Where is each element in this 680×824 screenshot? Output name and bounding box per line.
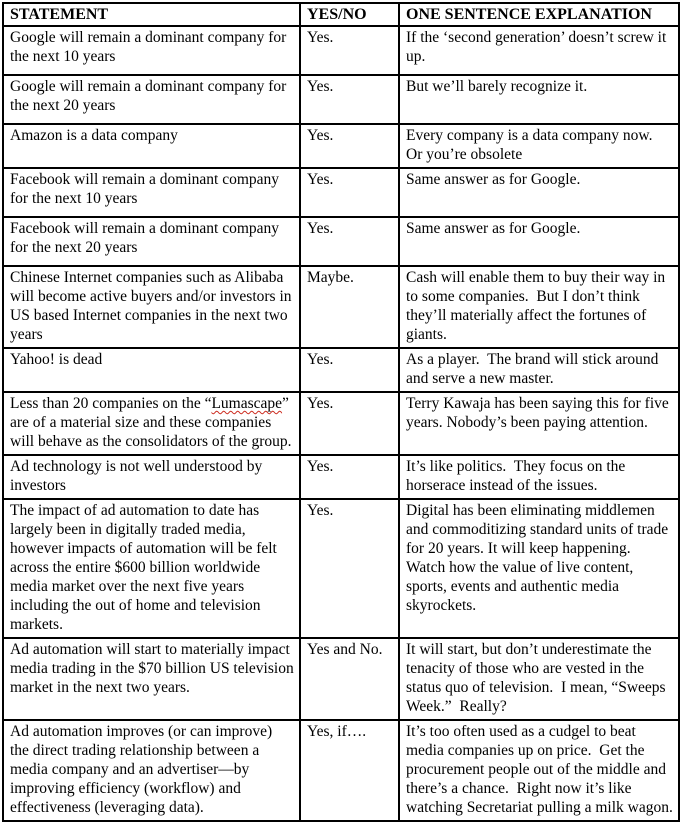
answer-cell: Yes.: [300, 168, 399, 217]
table-row: [3, 348, 679, 392]
explanation-cell: Same answer as for Google.: [399, 217, 679, 266]
header-yes-no: YES/NO: [300, 3, 399, 26]
answer-cell: Yes.: [300, 26, 399, 75]
explanation-cell: Cash will enable them to buy their way in to some companies. But I don’t think they’ll materially affect the fortunes of giants.: [399, 266, 679, 348]
answer-cell: Yes, if….: [300, 720, 399, 821]
table-row: [3, 75, 679, 124]
answer-cell: Yes.: [300, 124, 399, 168]
statement-cell: Google will remain a dominant company for the next 10 years: [3, 26, 300, 75]
answer-cell: Yes.: [300, 75, 399, 124]
table-row: [3, 124, 679, 168]
statement-cell: Ad automation improves (or can improve) the direct trading relationship between a media company and an advertiser—by improving efficiency (workflow) and effectiveness (leveraging data).: [3, 720, 300, 821]
table-row: [3, 499, 679, 638]
table-row: [3, 392, 679, 455]
explanation-cell: But we’ll barely recognize it.: [399, 75, 679, 124]
table-body: [3, 26, 679, 821]
explanation-cell: It’s like politics. They focus on the horserace instead of the issues.: [399, 455, 679, 499]
explanation-cell: Digital has been eliminating middlemen and commoditizing standard units of trade for 20 years. It will keep happening. Watch how the value of live content, sports, events and authentic media skyrockets.: [399, 499, 679, 638]
spellcheck-underline: Lumascape: [211, 395, 283, 412]
explanation-cell: Terry Kawaja has been saying this for five years. Nobody’s been paying attention.: [399, 392, 679, 455]
statement-cell: Facebook will remain a dominant company for the next 20 years: [3, 217, 300, 266]
statement-cell: Chinese Internet companies such as Alibaba will become active buyers and/or investors in US based Internet companies in the next two years: [3, 266, 300, 348]
statements-table: [2, 2, 680, 822]
table-row: [3, 217, 679, 266]
statement-cell: Facebook will remain a dominant company for the next 10 years: [3, 168, 300, 217]
header-explanation: ONE SENTENCE EXPLANATION: [399, 3, 679, 26]
statement-cell: Amazon is a data company: [3, 124, 300, 168]
explanation-cell: Every company is a data company now. Or you’re obsolete: [399, 124, 679, 168]
statement-cell: The impact of ad automation to date has largely been in digitally traded media, however impacts of automation will be felt across the entire $600 billion worldwide media market over the next five years including the out of home and television markets.: [3, 499, 300, 638]
statement-cell: Yahoo! is dead: [3, 348, 300, 392]
statement-cell: Ad automation will start to materially impact media trading in the $70 billion US television market in the next two years.: [3, 638, 300, 720]
answer-cell: Yes.: [300, 348, 399, 392]
answer-cell: Yes.: [300, 217, 399, 266]
explanation-cell: Same answer as for Google.: [399, 168, 679, 217]
table-row: [3, 455, 679, 499]
answer-cell: Yes.: [300, 499, 399, 638]
answer-cell: Yes.: [300, 392, 399, 455]
answer-cell: Maybe.: [300, 266, 399, 348]
table-row: [3, 720, 679, 821]
header-statement: STATEMENT: [3, 3, 300, 26]
table-row: [3, 168, 679, 217]
table-row: [3, 638, 679, 720]
explanation-cell: If the ‘second generation’ doesn’t screw it up.: [399, 26, 679, 75]
statement-cell: Ad technology is not well understood by investors: [3, 455, 300, 499]
header-row: [3, 3, 679, 26]
statement-cell: Less than 20 companies on the “Lumascape” are of a material size and these companies will behave as the consolidators of the group.: [3, 392, 300, 455]
explanation-cell: As a player. The brand will stick around and serve a new master.: [399, 348, 679, 392]
answer-cell: Yes.: [300, 455, 399, 499]
table-row: [3, 26, 679, 75]
table-row: [3, 266, 679, 348]
answer-cell: Yes and No.: [300, 638, 399, 720]
explanation-cell: It will start, but don’t underestimate the tenacity of those who are vested in the status quo of television. I mean, “Sweeps Week.” Really?: [399, 638, 679, 720]
statement-cell: Google will remain a dominant company for the next 20 years: [3, 75, 300, 124]
explanation-cell: It’s too often used as a cudgel to beat media companies up on price. Get the procurement people out of the middle and there’s a chance. Right now it’s like watching Secretariat pulling a milk wagon.: [399, 720, 679, 821]
